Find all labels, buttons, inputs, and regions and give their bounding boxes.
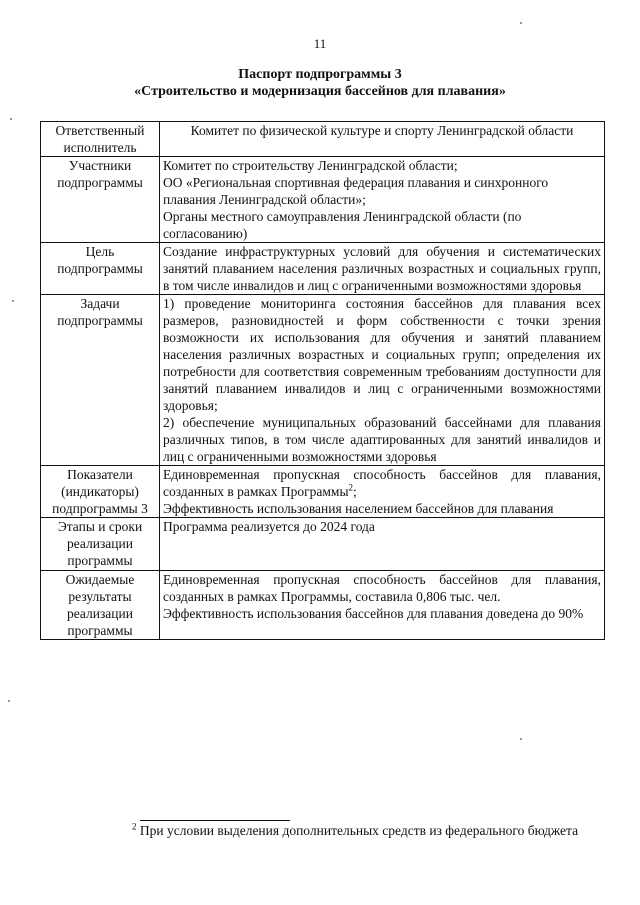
indicator-text: Единовременная пропускная способность бассейнов для плавания, созданных в рамках Программы bbox=[163, 467, 601, 499]
value-line: Создание инфраструктурных условий для обучения и систематических занятий плаванием населения различных возрастных и социальных групп, в том числе инвалидов и лиц с ограниченными возможностями здоровья bbox=[163, 244, 601, 293]
row-value-responsible bbox=[160, 122, 605, 157]
title-line-1: Паспорт подпрограммы 3 bbox=[238, 67, 402, 82]
scan-speck bbox=[10, 118, 12, 120]
page-number: 11 bbox=[313, 36, 327, 51]
footnote-marker: 2 bbox=[132, 821, 137, 832]
row-value-participants bbox=[160, 157, 605, 243]
table-row bbox=[41, 243, 605, 295]
row-label-tasks: Задачи подпрограммы bbox=[41, 295, 160, 466]
row-value-tasks bbox=[160, 295, 605, 466]
table-row bbox=[41, 466, 605, 518]
title-line-2: «Строительство и модернизация бассейнов для плавания» bbox=[134, 84, 506, 99]
row-label-responsible: Ответственный исполнитель bbox=[41, 122, 160, 157]
page-title bbox=[0, 66, 640, 100]
value-line: Программа реализуется до 2024 года bbox=[163, 519, 375, 534]
passport-table bbox=[40, 121, 605, 640]
footnote bbox=[90, 822, 590, 840]
scan-speck bbox=[8, 700, 10, 702]
value-line: Комитет по физической культуре и спорту Ленинградской области bbox=[190, 123, 574, 138]
scan-speck bbox=[520, 22, 522, 24]
row-value-goal bbox=[160, 243, 605, 295]
row-label-indicators: Показатели (индикаторы) подпрограммы 3 bbox=[41, 466, 160, 518]
row-value-stages bbox=[160, 518, 605, 571]
row-label-results: Ожидаемые результаты реализации программы bbox=[41, 571, 160, 640]
value-line: 1) проведение мониторинга состояния бассейнов для плавания всех размеров, разновидностей и форм собственности с точки зрения возможности их использования для обучения и занятий плаванием населения различных возрастных и социальных групп; определения их потребности для соответствия современным требованиям доступности для занятий плаванием инвалидов и лиц с ограниченными возможностями здоровья; bbox=[163, 296, 601, 413]
value-line: Комитет по строительству Ленинградской области; bbox=[163, 158, 458, 173]
row-label-stages: Этапы и сроки реализации программы bbox=[41, 518, 160, 571]
row-value-results bbox=[160, 571, 605, 640]
scan-speck bbox=[520, 738, 522, 740]
value-line: Эффективность использования бассейнов для плавания доведена до 90% bbox=[163, 606, 584, 621]
row-value-indicators bbox=[160, 466, 605, 518]
indicator-punct: ; bbox=[353, 484, 357, 499]
value-line: Эффективность использования населением бассейнов для плавания bbox=[163, 501, 554, 516]
value-line bbox=[163, 466, 601, 500]
table-row bbox=[41, 122, 605, 157]
value-line: Единовременная пропускная способность бассейнов для плавания, созданных в рамках Программы, составила 0,806 тыс. чел. bbox=[163, 572, 601, 604]
value-line: Органы местного самоуправления Ленинградской области (по согласованию) bbox=[163, 209, 522, 241]
footnote-divider bbox=[140, 820, 290, 821]
table-row bbox=[41, 157, 605, 243]
row-label-goal: Цель подпрограммы bbox=[41, 243, 160, 295]
value-line: 2) обеспечение муниципальных образований бассейнами для плавания различных типов, в том числе адаптированных для занятий инвалидов и лиц с ограниченными возможностями здоровья bbox=[163, 415, 601, 464]
table-row bbox=[41, 571, 605, 640]
table-row bbox=[41, 518, 605, 571]
footnote-ref: 2 bbox=[348, 482, 354, 493]
row-label-participants: Участники подпрограммы bbox=[41, 157, 160, 243]
value-line: ОО «Региональная спортивная федерация плавания и синхронного плавания Ленинградской области»; bbox=[163, 175, 549, 207]
footnote-text: При условии выделения дополнительных средств из федерального бюджета bbox=[139, 823, 579, 838]
scan-speck bbox=[12, 300, 14, 302]
table-row bbox=[41, 295, 605, 466]
